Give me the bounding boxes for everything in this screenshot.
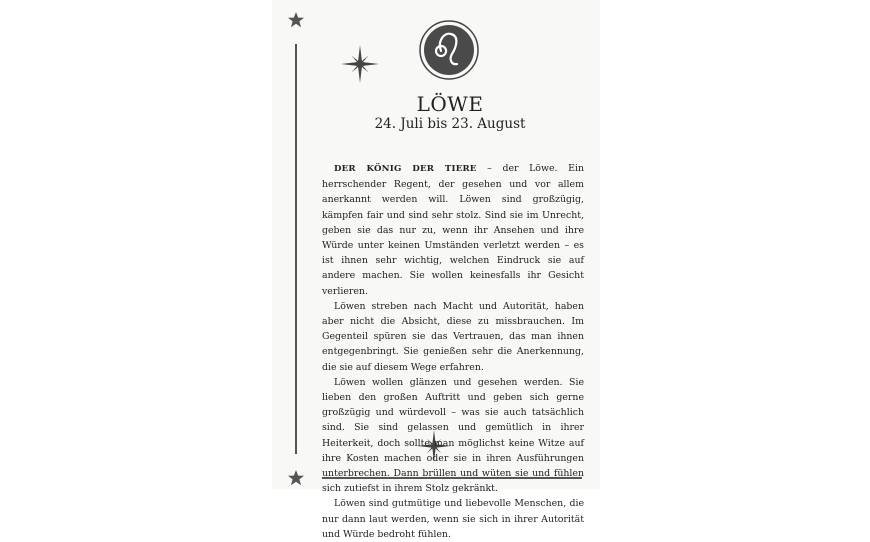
lead-caps: DER KÖNIG DER TIERE [334,164,477,174]
date-range: 24. Juli bis 23. August [374,116,526,132]
vertical-rule [295,44,297,454]
body-text [322,161,584,542]
star-icon-top [287,11,305,29]
leo-zodiac-icon [419,20,479,80]
paragraph-1 [322,161,584,299]
sign-title: LÖWE [416,92,484,116]
paragraph-4: Löwen sind gutmütige und liebevolle Menschen, die nur dann laut werden, wenn sie sich in ihrer Autorität und Würde bedroht fühlen. [322,498,584,540]
paragraph-2: Löwen streben nach Macht und Autorität, haben aber nicht die Absicht, diese zu missbrauchen. Im Gegenteil spüren sie das Vertrauen, das man ihnen entgegenbringt. Sie genießen sehr die Anerkennung, die sie auf diesem Wege erfahren. [322,300,584,373]
sparkle-icon-top [340,44,380,84]
paragraph-1-text: – der Löwe. Ein herrschender Regent, der gesehen und vor allem anerkannt werden will. Löwen sind großzügig, kämpfen fair und sind sehr stolz. Sind sie im Unrecht, geben sie das nur zu, wenn ihr Ansehen und ihre Würde unter keinen Umständen verletzt werden – es ist ihnen sehr wichtig, welchen Eindruck sie auf andere machen. Sie wollen keinesfalls ihr Gesicht verlieren. [322,163,584,297]
star-icon-bottom [287,469,305,487]
paragraph-3: Löwen wollen glänzen und gesehen werden. Sie lieben den großen Auftritt und geben sich gerne großzügig und würdevoll – was sie auch tatsächlich sind. Sie sind gelassen und gemütlich in ihrer Heiterkeit, doch sollte man möglichst keine Witze auf ihre Kosten machen oder sie in ihren Ausführungen unterbrechen. Dann brüllen und wüten sie und fühlen sich zutiefst in ihrem Stolz gekränkt. [322,376,584,495]
